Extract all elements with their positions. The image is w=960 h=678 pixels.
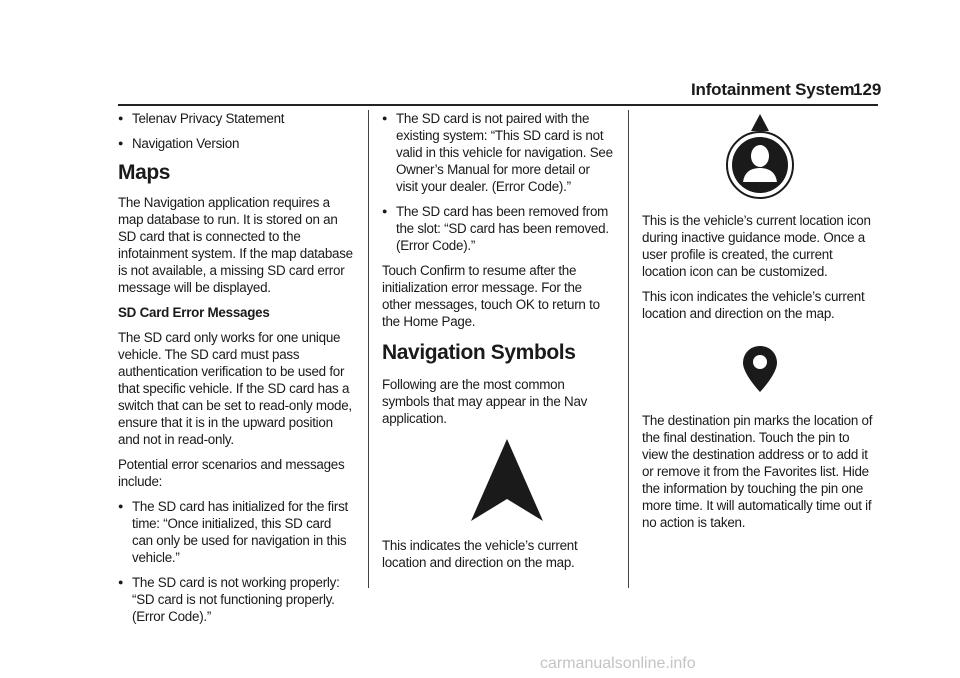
header-rule — [118, 104, 878, 106]
list-item: ● The SD card is not paired with the existing system: “This SD card is not valid in this vehicle for navigation. See Owner’s Manual for more detail or visit your dealer. (Error Code).” — [382, 110, 614, 195]
symbols-intro: Following are the most common symbols that may appear in the Nav application. — [382, 377, 588, 426]
destination-pin-icon — [741, 344, 779, 394]
list-item: ● The SD card has been removed from the slot: “SD card has been removed. (Error Code).” — [382, 203, 614, 254]
maps-paragraph: The Navigation application requires a map database to run. It is stored on an SD card that is connected to the infotainment system. If the map database is not available, a missing SD card error message will be displayed. — [118, 195, 353, 295]
column-divider — [628, 110, 629, 588]
list-item: ● The SD card is not working properly: “SD card is not functioning properly. (Error Code).” — [118, 574, 354, 625]
watermark: carmanualsonline.info — [540, 655, 696, 672]
navigation-symbols-heading: Navigation Symbols — [382, 341, 576, 364]
confirm-paragraph: Touch Confirm to resume after the initialization error message. For the other messages, touch OK to return to the Home Page. — [382, 263, 600, 329]
destination-pin-description: The destination pin marks the location of the final destination. Touch the pin to view the destination address or to add it or remove it from the Favorites list. Hide the information by touching the pin one more time. It will automatically time out if no action is taken. — [642, 413, 873, 530]
list-item: ● Telenav Privacy Statement — [118, 110, 354, 127]
list-item: ● Navigation Version — [118, 135, 354, 152]
current-location-profile-icon — [724, 112, 796, 202]
sd-card-paragraph: The SD card only works for one unique vehicle. The SD card must pass authentication verification to be used for that specific vehicle. If the SD card has a switch that can be set to read-only mode, ensure that it is in the upward position and not in read-only. — [118, 330, 352, 447]
column-divider — [368, 110, 369, 588]
maps-heading: Maps — [118, 161, 171, 184]
location-direction-description: This icon indicates the vehicle’s current location and direction on the map. — [642, 289, 865, 321]
arrow-description: This indicates the vehicle’s current location and direction on the map. — [382, 538, 578, 570]
list-item: ● The SD card has initialized for the first time: “Once initialized, this SD card can only be used for navigation in this vehicle.” — [118, 498, 354, 566]
location-icon-description: This is the vehicle’s current location icon during inactive guidance mode. Once a user profile is created, the current location icon can be customized. — [642, 213, 871, 279]
column-1 — [118, 110, 354, 633]
page-number: 129 — [853, 80, 882, 99]
sd-card-error-subheading: SD Card Error Messages — [118, 305, 270, 320]
navigation-arrow-icon — [469, 437, 545, 523]
error-scenarios-intro: Potential error scenarios and messages include: — [118, 457, 345, 489]
column-3 — [642, 110, 878, 539]
section-title: Infotainment System — [691, 80, 855, 99]
column-2 — [382, 110, 614, 579]
